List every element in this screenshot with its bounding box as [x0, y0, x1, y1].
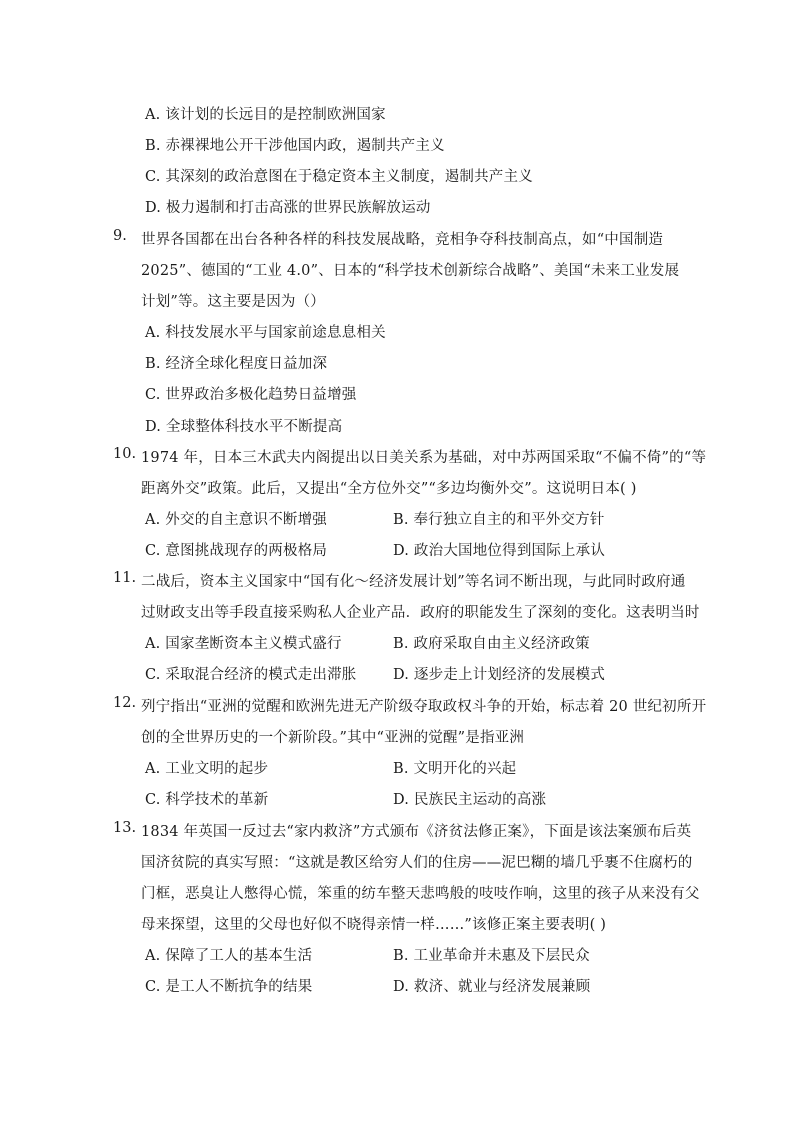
q11-number: 11. — [113, 570, 137, 586]
q13-option-d: D. 救济、就业与经济发展兼顾 — [393, 979, 591, 995]
q9-option-b: B. 经济全球化程度日益加深 — [145, 356, 328, 372]
q11-option-b: B. 政府采取自由主义经济政策 — [393, 636, 590, 652]
q12-stem-line: 创的全世界历史的一个新阶段。”其中“亚洲的觉醒”是指亚洲 — [141, 730, 525, 746]
q12-option-b: B. 文明开化的兴起 — [393, 761, 517, 777]
q8-option-c: C. 其深刻的政治意图在于稳定资本主义制度，遏制共产主义 — [145, 169, 533, 185]
q11-option-d: D. 逐步走上计划经济的发展模式 — [393, 667, 606, 683]
q9-stem-line: 世界各国都在出台各种各样的科技发展战略，竞相争夺科技制高点，如“中国制造 — [141, 232, 664, 248]
q10-option-c: C. 意图挑战现存的两极格局 — [145, 543, 328, 559]
q10-stem-line: 1974 年，日本三木武夫内阁提出以日美关系为基础，对中苏两国采取“不偏不倚”的“等 — [141, 450, 707, 466]
q10-option-a: A. 外交的自主意识不断增强 — [145, 512, 327, 528]
q9-stem-line: 2025”、德国的“工业 4.0”、日本的“科学技术创新综合战略”、美国“未来工业发展 — [141, 263, 680, 279]
q8-option-d: D. 极力遏制和打击高涨的世界民族解放运动 — [145, 200, 431, 216]
q11-option-a: A. 国家垄断资本主义模式盛行 — [145, 636, 342, 652]
q11-stem-line: 过财政支出等手段直接采购私人企业产品．政府的职能发生了深刻的变化。这表明当时 — [141, 605, 700, 621]
q9-stem-line: 计划”等。这主要是因为（） — [141, 294, 326, 310]
q9-option-a: A. 科技发展水平与国家前途息息相关 — [145, 325, 386, 341]
q9-number: 9. — [113, 228, 127, 244]
q13-stem-line: 1834 年英国一反过去“家内救济”方式颁布《济贫法修正案》，下面是该法案颁布后英 — [141, 824, 692, 840]
q12-number: 12. — [113, 695, 137, 711]
q13-option-c: C. 是工人不断抗争的结果 — [145, 979, 313, 995]
q12-option-a: A. 工业文明的起步 — [145, 761, 269, 777]
q8-option-a: A. 该计划的长远目的是控制欧洲国家 — [145, 107, 386, 123]
q13-stem-line: 母来探望，这里的父母也好似不晓得亲情一样……”该修正案主要表明( ) — [141, 917, 607, 933]
q10-option-d: D. 政治大国地位得到国际上承认 — [393, 543, 606, 559]
q10-stem-line: 距离外交”政策。此后，又提出“全方位外交”“多边均衡外交”。这说明日本( ) — [141, 481, 637, 497]
q13-option-b: B. 工业革命并未惠及下层民众 — [393, 948, 590, 964]
q8-option-b: B. 赤裸裸地公开干涉他国内政，遏制共产主义 — [145, 138, 445, 154]
q10-option-b: B. 奉行独立自主的和平外交方针 — [393, 512, 605, 528]
q10-number: 10. — [113, 446, 137, 462]
q11-stem-line: 二战后，资本主义国家中“国有化～经济发展计划”等名词不断出现，与此同时政府通 — [141, 574, 686, 590]
q13-option-a: A. 保障了工人的基本生活 — [145, 948, 313, 964]
q9-option-d: D. 全球整体科技水平不断提高 — [145, 419, 343, 435]
q13-number: 13. — [113, 820, 137, 836]
q11-option-c: C. 采取混合经济的模式走出滞胀 — [145, 667, 357, 683]
q13-stem-line: 门框，恶臭让人憋得心慌，笨重的纺车整天悲鸣般的吱吱作响，这里的孩子从来没有父 — [141, 886, 700, 902]
q13-stem-line: 国济贫院的真实写照：“这就是教区给穷人们的住房——泥巴糊的墙几乎裹不住腐朽的 — [141, 855, 693, 871]
q9-option-c: C. 世界政治多极化趋势日益增强 — [145, 387, 357, 403]
q12-stem-line: 列宁指出“亚洲的觉醒和欧洲先进无产阶级夺取政权斗争的开始，标志着 20 世纪初所开 — [141, 699, 707, 715]
q12-option-d: D. 民族民主运动的高涨 — [393, 792, 547, 808]
q12-option-c: C. 科学技术的革新 — [145, 792, 269, 808]
